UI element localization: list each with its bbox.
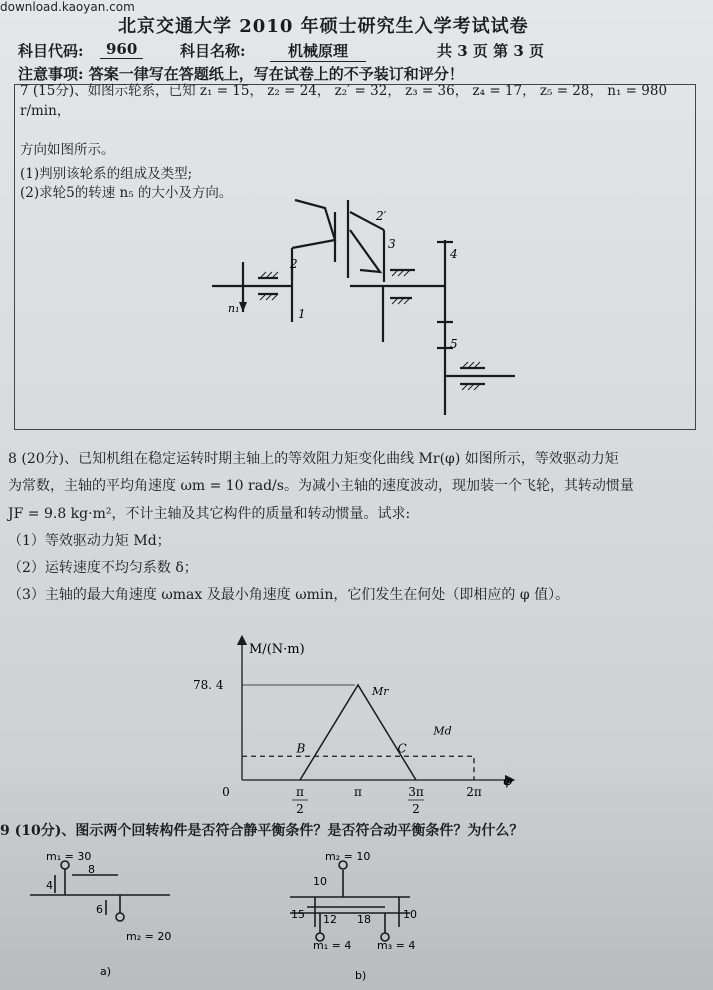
page-count: 共 3 页 第 3 页: [437, 42, 544, 60]
gear-2-label: 2: [290, 257, 298, 271]
rotor-a-diagram: [30, 845, 190, 980]
rotor-b-dim-12: 12: [323, 913, 337, 926]
exam-title: 北京交通大学 2010 年硕士研究生入学考试试卷: [118, 16, 529, 37]
md-label: Md: [433, 724, 452, 738]
rotor-b-m3: m₃ = 4: [377, 939, 416, 952]
point-b-label: B: [296, 741, 306, 756]
gear-2p-label: 2′: [376, 209, 387, 223]
rotor-b-diagram: [285, 845, 455, 985]
subject-code-value: 960: [100, 40, 143, 59]
q8-line-3: JF = 9.8 kg·m²，不计主轴及其它构件的质量和转动惯量。试求:: [8, 505, 411, 522]
n1-label: n₁: [228, 302, 240, 315]
rotor-b-dim-10a: 10: [313, 875, 327, 888]
rotor-a-dim-8: 8: [88, 863, 95, 876]
site-watermark: download.kaoyan.com: [0, 0, 135, 14]
mr-series-line: [300, 685, 416, 780]
point-c-label: C: [397, 741, 407, 756]
subject-name-label: 科目名称:: [180, 42, 246, 60]
x-tick-denominator: 2: [412, 802, 420, 816]
q8-line-6: （3）主轴的最大角速度 ωmax 及最小角速度 ωmin，它们发生在何处（即相应的 φ 值）。: [8, 587, 570, 604]
x-tick-label: π: [296, 785, 304, 799]
q7-line-3: (1)判别该轮系的组成及类型;: [20, 165, 193, 182]
rotor-a-caption: a): [100, 965, 112, 978]
rotor-a-dim-4: 4: [46, 879, 53, 892]
x-tick-label: π: [354, 785, 362, 799]
q8-line-1: 8 (20分)、已知机组在稳定运转时期主轴上的等效阻力矩变化曲线 Mr(φ) 如图所示，等效驱动力矩: [8, 451, 619, 467]
gear-4-label: 4: [450, 247, 458, 261]
q7-line-4: (2)求轮5的转速 n₅ 的大小及方向。: [20, 185, 233, 202]
q8-line-4: （1）等效驱动力矩 Md；: [8, 532, 171, 549]
q7-line-1: 7 (15分)、如图示轮系，已知 z₁ = 15， z₂ = 24， z₂′ = 32， z₃ = 36， z₄ = 17， z₅ = 28， n₁ = 980 r/min，: [20, 83, 668, 119]
rotor-b-dim-18: 18: [357, 913, 371, 926]
rotor-b-m2: m₂ = 10: [325, 850, 371, 863]
rotor-b-m1: m₁ = 4: [313, 939, 352, 952]
question-9: 9 (10分)、图示两个回转构件是否符合静平衡条件？是否符合动平衡条件？为什么？: [0, 823, 524, 839]
md-series-line: [242, 756, 474, 780]
gear-1-label: 1: [298, 307, 306, 321]
rotor-b-dim-15: 15: [291, 908, 305, 921]
q8-line-5: （2）运转速度不均匀系数 δ；: [8, 560, 198, 577]
x-axis-label: φ: [503, 774, 513, 789]
subject-code-label: 科目代码:: [18, 42, 84, 60]
rotor-b-caption: b): [355, 969, 367, 982]
mr-label: Mr: [372, 685, 389, 698]
x-tick-label: 3π: [408, 785, 424, 799]
x-tick-denominator: 2: [296, 802, 304, 816]
gear-3-label: 3: [388, 237, 396, 251]
notice: 注意事项: 答案一律写在答题纸上，写在试卷上的不予装订和评分！: [18, 65, 464, 83]
rotor-b-dim-10b: 10: [403, 908, 417, 921]
torque-chart: [185, 635, 525, 820]
rotor-a-m1: m₁ = 30: [46, 850, 92, 863]
x-tick-label: 2π: [466, 785, 482, 799]
question-7: [20, 82, 695, 204]
question-8: [8, 446, 708, 610]
q8-line-2: 为常数，主轴的平均角速度 ωm = 10 rad/s。为减小主轴的速度波动，现加装一个飞轮，其转动惯量: [8, 478, 634, 495]
gear-5-label: 5: [450, 337, 458, 351]
rotor-a-m2: m₂ = 20: [126, 930, 172, 943]
gear-train-diagram: [200, 190, 530, 430]
q7-line-2: 方向如图所示。: [20, 142, 115, 159]
rotor-a-dim-6: 6: [96, 903, 103, 916]
y-axis-label: M/(N·m): [249, 642, 305, 657]
x-tick-label: 0: [222, 785, 230, 799]
subject-name-value: 机械原理: [270, 40, 366, 62]
y-tick-78-4: 78. 4: [193, 678, 224, 692]
